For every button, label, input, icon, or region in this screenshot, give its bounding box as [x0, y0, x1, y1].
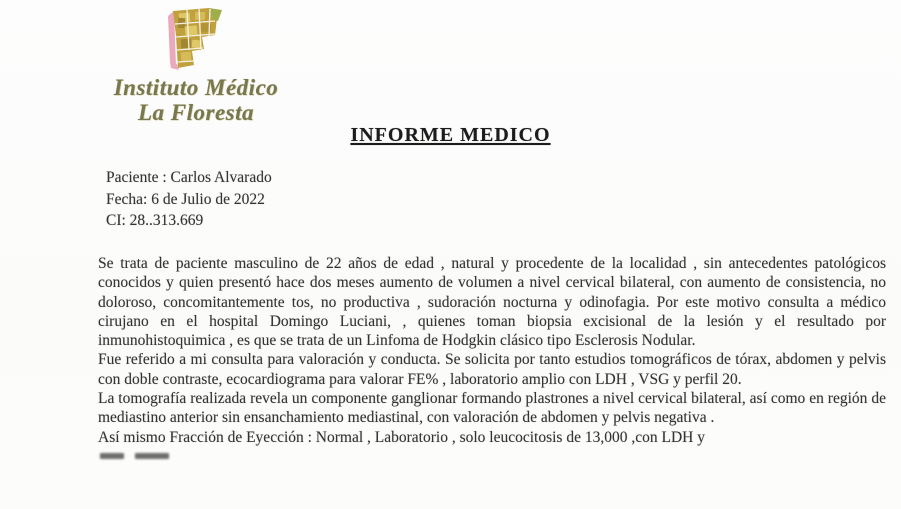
paragraph-tomography-findings: La tomografía realizada revela un componente ganglionar formando plastrones a nivel cervical bilateral, así como en región de mediastino anterior sin ensanchamiento mediastinal, con valoración de abdomen y pelvis negativa .: [98, 390, 886, 427]
clinic-logo-icon: [165, 6, 227, 72]
clinic-name-line1: Instituto Médico: [113, 75, 279, 100]
clinic-name-line2: La Floresta: [137, 100, 255, 125]
cutoff-line-fragment: [98, 453, 886, 463]
paragraph-referral-studies: Fue referido a mi consulta para valoración y conducta. Se solicita por tanto estudios tomográficos de tórax, abdomen y pelvis con doble contraste, ecocardiograma para valorar FE% , laboratorio amplio con LDH , VSG y perfil 20.: [98, 351, 886, 388]
report-date-line: Fecha: 6 de Julio de 2022: [106, 190, 265, 208]
patient-info-block: [106, 167, 272, 232]
clinic-letterhead: [50, 6, 342, 125]
report-body: [98, 254, 886, 463]
report-title: INFORME MEDICO: [350, 124, 551, 146]
patient-name-line: Paciente : Carlos Alvarado: [106, 169, 272, 186]
paragraph-clinical-history: Se trata de paciente masculino de 22 años de edad , natural y procedente de la localidad , sin antecedentes patológicos conocidos y quien presentó hace dos meses aumento de volumen a nivel cervical bilateral, con aumento de consistencia, no doloroso, concomitantemente tos, no productiva , sudoración nocturna y odinofagia. Por este motivo consulta a médico cirujano en el hospital Domingo Luciani, , quienes toman biopsia excisional de la lesión y el resultado por inmunohistoquimica , es que se trata de un Linfoma de Hodgkin clásico tipo Esclerosis Nodular.: [98, 255, 886, 350]
paragraph-lab-results: Así mismo Fracción de Eyección : Normal , Laboratorio , solo leucocitosis de 13,000 ,con LDH y: [98, 428, 705, 446]
patient-id-line: CI: 28..313.669: [106, 212, 204, 229]
